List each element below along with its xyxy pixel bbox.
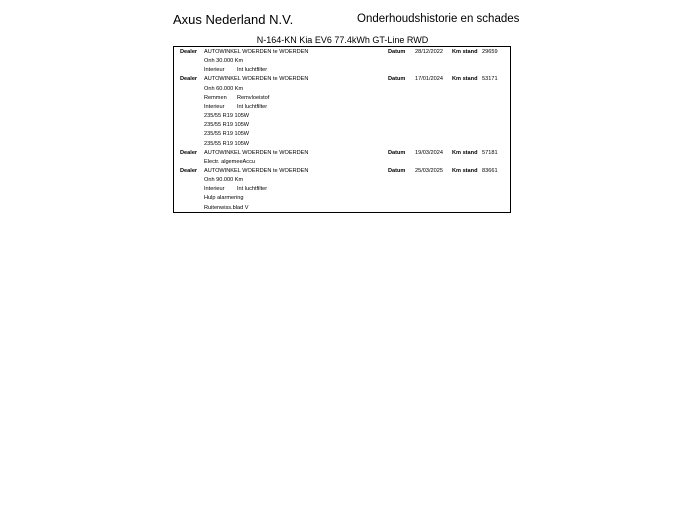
km-stand-label: Km stand: [452, 76, 478, 83]
service-item-detail: Remvloeistof: [237, 94, 270, 101]
dealer-name: AUTOWINKEL WOERDEN te WOERDEN: [204, 167, 309, 174]
service-item: 235/55 R19 105W: [204, 131, 250, 138]
service-item: Remmen: [204, 94, 227, 101]
dealer-label: Dealer: [180, 167, 198, 174]
km-value: 53171: [482, 76, 498, 83]
dealer-label: Dealer: [180, 149, 198, 156]
dealer-label: Dealer: [180, 76, 198, 83]
service-item: Electr. algemeeAccu: [204, 158, 255, 165]
dealer-name: AUTOWINKEL WOERDEN te WOERDEN: [204, 49, 309, 55]
service-item: 235/55 R19 105W: [204, 113, 250, 120]
service-item-detail: Int luchtfilter: [237, 103, 268, 110]
company-name: Axus Nederland N.V.: [173, 12, 294, 27]
dealer-label: Dealer: [180, 49, 198, 55]
km-value: 83661: [482, 167, 498, 174]
service-item: Onh 60.000 Km: [204, 85, 244, 92]
km-value: 29659: [482, 49, 498, 55]
service-item: Ruitenwiss.blad V: [204, 204, 249, 211]
history-box: [173, 46, 511, 213]
service-item-detail: Int luchtfilter: [237, 186, 268, 193]
km-value: 57181: [482, 149, 498, 156]
datum-label: Datum: [388, 167, 406, 174]
km-stand-label: Km stand: [452, 49, 478, 55]
service-date: 19/03/2024: [415, 149, 443, 156]
datum-label: Datum: [388, 149, 406, 156]
service-item: Interieur: [204, 67, 225, 74]
service-item-detail: Int luchtfilter: [237, 67, 268, 74]
service-item: Onh 30.000 Km: [204, 58, 244, 65]
service-item: Hulp alarmering: [204, 195, 244, 202]
datum-label: Datum: [388, 76, 406, 83]
service-item: 235/55 R19 105W: [204, 122, 250, 129]
service-date: 25/03/2025: [415, 167, 443, 174]
service-item: Interieur: [204, 186, 225, 193]
report-title: Onderhoudshistorie en schades: [357, 13, 520, 25]
dealer-name: AUTOWINKEL WOERDEN te WOERDEN: [204, 76, 309, 83]
datum-label: Datum: [388, 49, 406, 55]
km-stand-label: Km stand: [452, 149, 478, 156]
service-date: 17/01/2024: [415, 76, 443, 83]
km-stand-label: Km stand: [452, 167, 478, 174]
service-date: 28/12/2022: [415, 49, 443, 55]
vehicle-title: N-164-KN Kia EV6 77.4kWh GT-Line RWD: [256, 35, 429, 45]
service-item: Interieur: [204, 103, 225, 110]
service-item: Onh 90.000 Km: [204, 177, 244, 184]
dealer-name: AUTOWINKEL WOERDEN te WOERDEN: [204, 149, 309, 156]
service-item: 235/55 R19 105W: [204, 140, 250, 147]
